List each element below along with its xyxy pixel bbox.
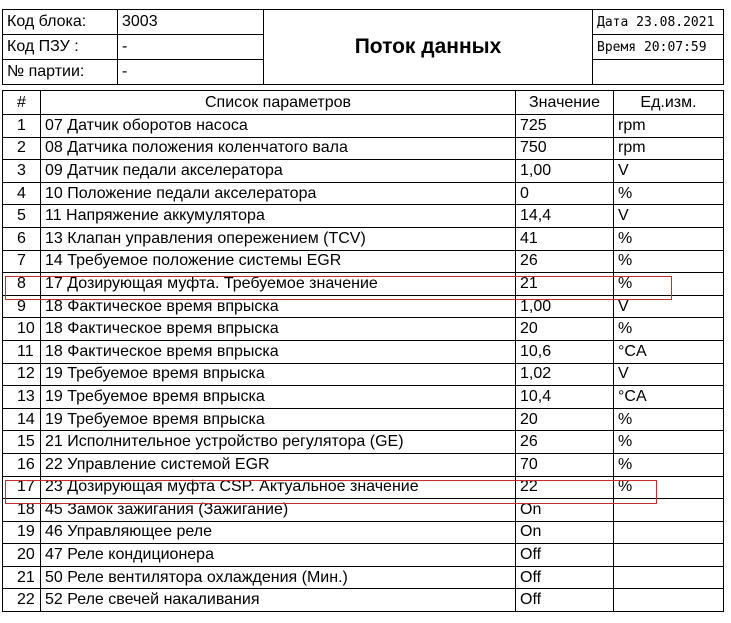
row-unit: % — [614, 182, 724, 205]
row-value: Off — [516, 589, 614, 612]
row-unit: °CA — [614, 386, 724, 409]
row-parameter: 45 Замок зажигания (Зажигание) — [41, 499, 516, 522]
row-parameter: 11 Напряжение аккумулятора — [41, 205, 516, 228]
row-number: 11 — [3, 340, 41, 363]
row-value: On — [516, 521, 614, 544]
row-parameter: 22 Управление системой EGR — [41, 453, 516, 476]
row-parameter: 47 Реле кондиционера — [41, 544, 516, 567]
row-unit: % — [614, 453, 724, 476]
row-value: 10,6 — [516, 340, 614, 363]
table-row — [3, 273, 724, 296]
row-number: 19 — [3, 521, 41, 544]
report-time: Время 20:07:59 — [593, 35, 724, 60]
row-number: 22 — [3, 589, 41, 612]
row-unit — [614, 499, 724, 522]
row-unit: % — [614, 227, 724, 250]
block-code-label: Код блока: — [3, 10, 118, 35]
row-unit — [614, 589, 724, 612]
row-unit: V — [614, 295, 724, 318]
table-row — [3, 318, 724, 341]
row-parameter: 52 Реле свечей накаливания — [41, 589, 516, 612]
row-parameter: 21 Исполнительное устройство регулятора (GE) — [41, 431, 516, 454]
table-row — [3, 250, 724, 273]
row-number: 17 — [3, 476, 41, 499]
row-parameter: 19 Требуемое время впрыска — [41, 363, 516, 386]
row-unit: rpm — [614, 137, 724, 160]
row-parameter: 19 Требуемое время впрыска — [41, 408, 516, 431]
report-title: Поток данных — [264, 10, 593, 85]
table-row — [3, 137, 724, 160]
row-unit: V — [614, 205, 724, 228]
row-parameter: 10 Положение педали акселератора — [41, 182, 516, 205]
row-value: On — [516, 499, 614, 522]
row-value: 26 — [516, 431, 614, 454]
batch-label: № партии: — [3, 60, 118, 85]
table-row — [3, 363, 724, 386]
row-value: 70 — [516, 453, 614, 476]
row-number: 1 — [3, 115, 41, 138]
row-value: 26 — [516, 250, 614, 273]
table-row — [3, 453, 724, 476]
table-header-row — [3, 91, 724, 115]
col-header-value: Значение — [516, 91, 614, 115]
row-value: 0 — [516, 182, 614, 205]
rom-code-label: Код ПЗУ : — [3, 35, 118, 60]
row-number: 7 — [3, 250, 41, 273]
row-number: 21 — [3, 566, 41, 589]
table-row — [3, 205, 724, 228]
row-unit: % — [614, 408, 724, 431]
row-number: 2 — [3, 137, 41, 160]
row-unit: V — [614, 160, 724, 183]
col-header-unit: Ед.изм. — [614, 91, 724, 115]
row-parameter: 19 Требуемое время впрыска — [41, 386, 516, 409]
batch-value: - — [118, 60, 264, 85]
row-parameter: 18 Фактическое время впрыска — [41, 340, 516, 363]
row-number: 18 — [3, 499, 41, 522]
row-parameter: 13 Клапан управления опережением (TCV) — [41, 227, 516, 250]
row-value: 1,02 — [516, 363, 614, 386]
table-row — [3, 589, 724, 612]
row-unit: % — [614, 431, 724, 454]
table-row — [3, 544, 724, 567]
table-row — [3, 499, 724, 522]
table-row — [3, 160, 724, 183]
row-value: 725 — [516, 115, 614, 138]
row-number: 9 — [3, 295, 41, 318]
row-parameter: 09 Датчик педали акселератора — [41, 160, 516, 183]
row-value: 1,00 — [516, 295, 614, 318]
parameters-table — [2, 90, 724, 612]
row-unit: °CA — [614, 340, 724, 363]
row-number: 3 — [3, 160, 41, 183]
row-parameter: 14 Требуемое положение системы EGR — [41, 250, 516, 273]
table-row — [3, 386, 724, 409]
table-row — [3, 182, 724, 205]
row-unit: % — [614, 318, 724, 341]
row-value: 750 — [516, 137, 614, 160]
row-number: 14 — [3, 408, 41, 431]
row-value: 10,4 — [516, 386, 614, 409]
row-number: 15 — [3, 431, 41, 454]
row-unit: % — [614, 476, 724, 499]
row-value: Off — [516, 544, 614, 567]
row-number: 4 — [3, 182, 41, 205]
row-unit — [614, 544, 724, 567]
table-row — [3, 227, 724, 250]
row-parameter: 07 Датчик оборотов насоса — [41, 115, 516, 138]
row-number: 12 — [3, 363, 41, 386]
table-row — [3, 476, 724, 499]
row-value: 1,00 — [516, 160, 614, 183]
row-parameter: 18 Фактическое время впрыска — [41, 295, 516, 318]
col-header-number: # — [3, 91, 41, 115]
row-unit: V — [614, 363, 724, 386]
row-unit: % — [614, 273, 724, 296]
row-unit — [614, 566, 724, 589]
row-unit — [614, 521, 724, 544]
row-unit: rpm — [614, 115, 724, 138]
row-value: 41 — [516, 227, 614, 250]
row-parameter: 08 Датчика положения коленчатого вала — [41, 137, 516, 160]
row-value: 22 — [516, 476, 614, 499]
table-row — [3, 295, 724, 318]
row-parameter: 18 Фактическое время впрыска — [41, 318, 516, 341]
report-header — [2, 9, 724, 85]
row-parameter: 46 Управляющее реле — [41, 521, 516, 544]
row-value: 14,4 — [516, 205, 614, 228]
row-parameter: 50 Реле вентилятора охлаждения (Мин.) — [41, 566, 516, 589]
row-value: Off — [516, 566, 614, 589]
row-number: 10 — [3, 318, 41, 341]
table-row — [3, 521, 724, 544]
row-value: 21 — [516, 273, 614, 296]
table-row — [3, 115, 724, 138]
row-number: 8 — [3, 273, 41, 296]
row-unit: % — [614, 250, 724, 273]
table-row — [3, 408, 724, 431]
table-row — [3, 340, 724, 363]
row-value: 20 — [516, 408, 614, 431]
header-empty-cell — [593, 60, 724, 85]
col-header-parameters: Список параметров — [41, 91, 516, 115]
row-parameter: 17 Дозирующая муфта. Требуемое значение — [41, 273, 516, 296]
rom-code-value: - — [118, 35, 264, 60]
row-number: 13 — [3, 386, 41, 409]
table-row — [3, 566, 724, 589]
table-row — [3, 431, 724, 454]
row-number: 6 — [3, 227, 41, 250]
row-number: 20 — [3, 544, 41, 567]
row-parameter: 23 Дозирующая муфта CSP. Актуальное значение — [41, 476, 516, 499]
row-number: 16 — [3, 453, 41, 476]
row-value: 20 — [516, 318, 614, 341]
block-code-value: 3003 — [118, 10, 264, 35]
row-number: 5 — [3, 205, 41, 228]
report-date: Дата 23.08.2021 — [593, 10, 724, 35]
